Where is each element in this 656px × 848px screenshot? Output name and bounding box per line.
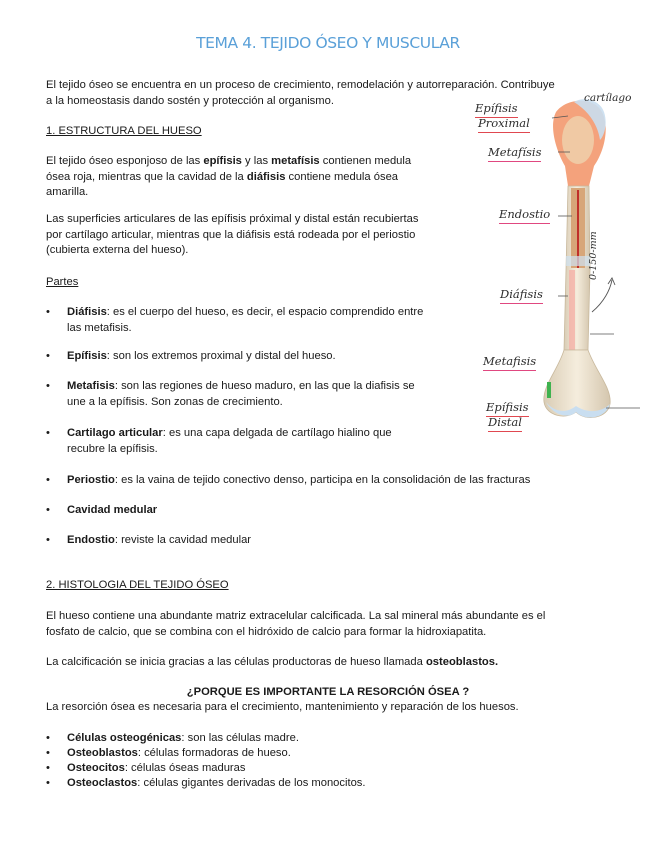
- label-epifisis-proximal-2: Proximal: [478, 116, 530, 133]
- text-span: contienen medula: [319, 155, 412, 167]
- bullet-dot: •: [46, 504, 50, 516]
- s1p1-line-2: [46, 170, 471, 186]
- s2p1-line-1: El hueso contiene una abundante matriz extracelular calcificada. La sal mineral más abundante es el: [46, 610, 546, 622]
- section-2-heading: 2. HISTOLOGIA DEL TEJIDO ÓSEO: [46, 579, 229, 591]
- bullet-dot: •: [46, 777, 50, 789]
- section-1-heading: 1. ESTRUCTURA DEL HUESO: [46, 125, 202, 137]
- bullet-term: Metafisis: [67, 380, 115, 392]
- bullet-text: [67, 761, 607, 777]
- bullet-desc: : células formadoras de hueso.: [137, 747, 291, 759]
- text-span: ósea roja, mientras que la cavidad de la: [46, 170, 247, 183]
- bullet-text: [67, 731, 607, 747]
- bullet-dot: •: [46, 427, 50, 439]
- section-1-paragraph-1: [46, 154, 471, 201]
- section-2-paragraph-1: [46, 609, 621, 640]
- partes-label: Partes: [46, 276, 79, 288]
- label-metafisis-top: Metafísis: [488, 145, 541, 162]
- bullet-desc: : son las células madre.: [181, 732, 299, 744]
- bullet-desc: : son las regiones de hueso maduro, en las que la diafisis se: [114, 380, 415, 392]
- label-metafisis-bottom: Metafisis: [483, 354, 536, 371]
- bullet-dot: •: [46, 474, 50, 486]
- bullet-text: [67, 746, 607, 762]
- text-span: El tejido óseo esponjoso de las: [46, 155, 204, 167]
- spongy-bone-shape: [562, 116, 594, 164]
- bullet-desc: : es una capa delgada de cartílago hialino que: [162, 427, 392, 439]
- bullet-dot: •: [46, 380, 50, 392]
- bullet-text: [67, 503, 487, 519]
- subheading: ¿PORQUE ES IMPORTANTE LA RESORCIÓN ÓSEA ?: [186, 686, 470, 698]
- bullet-text: [67, 533, 487, 549]
- bullet-term: Osteocitos: [67, 762, 125, 774]
- bullet-dot: •: [46, 534, 50, 546]
- text-span: La calcificación se inicia gracias a las células productoras de hueso llamada: [46, 656, 426, 668]
- periosteum-strip: [569, 270, 575, 350]
- bullet-dot: •: [46, 747, 50, 759]
- label-cartilago: cartílago: [584, 92, 632, 104]
- section-2-paragraph-3: La resorción ósea es necesaria para el crecimiento, mantenimiento y reparación de los huesos.: [46, 701, 519, 713]
- term-diafisis: diáfisis: [246, 170, 286, 183]
- bullet-desc-2: une a la epífisis. Son zonas de crecimiento.: [67, 395, 283, 408]
- text-span: contiene medula ósea: [285, 170, 399, 183]
- term-metafisis: metafísis: [271, 155, 320, 167]
- label-diafisis: Diáfisis: [500, 287, 543, 304]
- bullet-dot: •: [46, 350, 50, 362]
- bullet-desc: : son los extremos proximal y distal del hueso.: [106, 350, 336, 362]
- section-1-paragraph-2: [46, 212, 471, 259]
- bullet-desc-2: las metafisis.: [67, 321, 132, 334]
- bone-diagram: [470, 90, 656, 430]
- bullet-term: Epífisis: [67, 350, 107, 362]
- section-2-paragraph-2: [46, 655, 621, 671]
- bullet-desc: : células óseas maduras: [124, 762, 246, 774]
- s1p1-line-1: [46, 154, 471, 170]
- intro-line-2: a la homeostasis dando sostén y protección al organismo.: [46, 94, 334, 107]
- s1p2-line-1: Las superficies articulares de las epífisis próximal y distal están recubiertas: [46, 213, 419, 225]
- bullet-text: [67, 776, 607, 792]
- bullet-term: Periostio: [67, 474, 115, 486]
- bullet-text: [67, 305, 487, 336]
- s1p1-line-3: amarilla.: [46, 186, 89, 198]
- page-title: TEMA 4. TEJIDO ÓSEO Y MUSCULAR: [196, 34, 460, 52]
- arrow-curve: [592, 280, 612, 312]
- label-endostio: Endostio: [499, 207, 550, 224]
- term-osteoblastos: osteoblastos.: [425, 656, 499, 668]
- bullet-term: Cartilago articular: [67, 427, 163, 439]
- bullet-text: [67, 473, 627, 489]
- text-span: y las: [241, 155, 272, 167]
- bullet-text: [67, 426, 487, 457]
- bullet-text: [67, 379, 487, 410]
- intro-line-1: El tejido óseo se encuentra en un proceso de crecimiento, remodelación y autorreparación. Contribuye: [46, 79, 555, 91]
- bullet-desc: : células gigantes derivadas de los monocitos.: [137, 777, 366, 789]
- term-epifisis: epífisis: [203, 155, 242, 167]
- bullet-term: Endostio: [67, 534, 115, 546]
- s2p1-line-2: fosfato de calcio, que se combina con el hidróxido de calcio para formar la hidroxiapatita.: [46, 625, 487, 638]
- s1p2-line-2: por cartílago articular, mientras que la diáfisis está rodeada por el periostio: [46, 228, 416, 241]
- label-epifisis-distal-2: Distal: [488, 415, 522, 432]
- bullet-dot: •: [46, 732, 50, 744]
- label-epifisis-proximal-1: Epífisis: [475, 101, 518, 118]
- bullet-desc: : es el cuerpo del hueso, es decir, el espacio comprendido entre: [106, 306, 424, 318]
- bullet-desc-2: recubre la epífisis.: [67, 442, 158, 455]
- distal-marker: [547, 382, 551, 398]
- bullet-text: [67, 349, 487, 365]
- bullet-desc: : es la vaina de tejido conectivo denso, participa en la consolidación de las fracturas: [114, 474, 531, 486]
- label-epifisis-distal-1: Epífisis: [486, 400, 529, 417]
- bullet-term: Osteoblastos: [67, 747, 138, 759]
- bullet-term: Cavidad medular: [67, 504, 158, 516]
- bullet-dot: •: [46, 762, 50, 774]
- bullet-term: Diáfisis: [67, 306, 107, 318]
- bullet-dot: •: [46, 306, 50, 318]
- bullet-term: Células osteogénicas: [67, 732, 182, 744]
- label-side-note: 0-150-mm: [588, 231, 599, 280]
- bullet-term: Osteoclastos: [67, 777, 138, 789]
- bullet-desc: : reviste la cavidad medular: [114, 534, 252, 546]
- s1p2-line-3: (cubierta externa del hueso).: [46, 244, 189, 256]
